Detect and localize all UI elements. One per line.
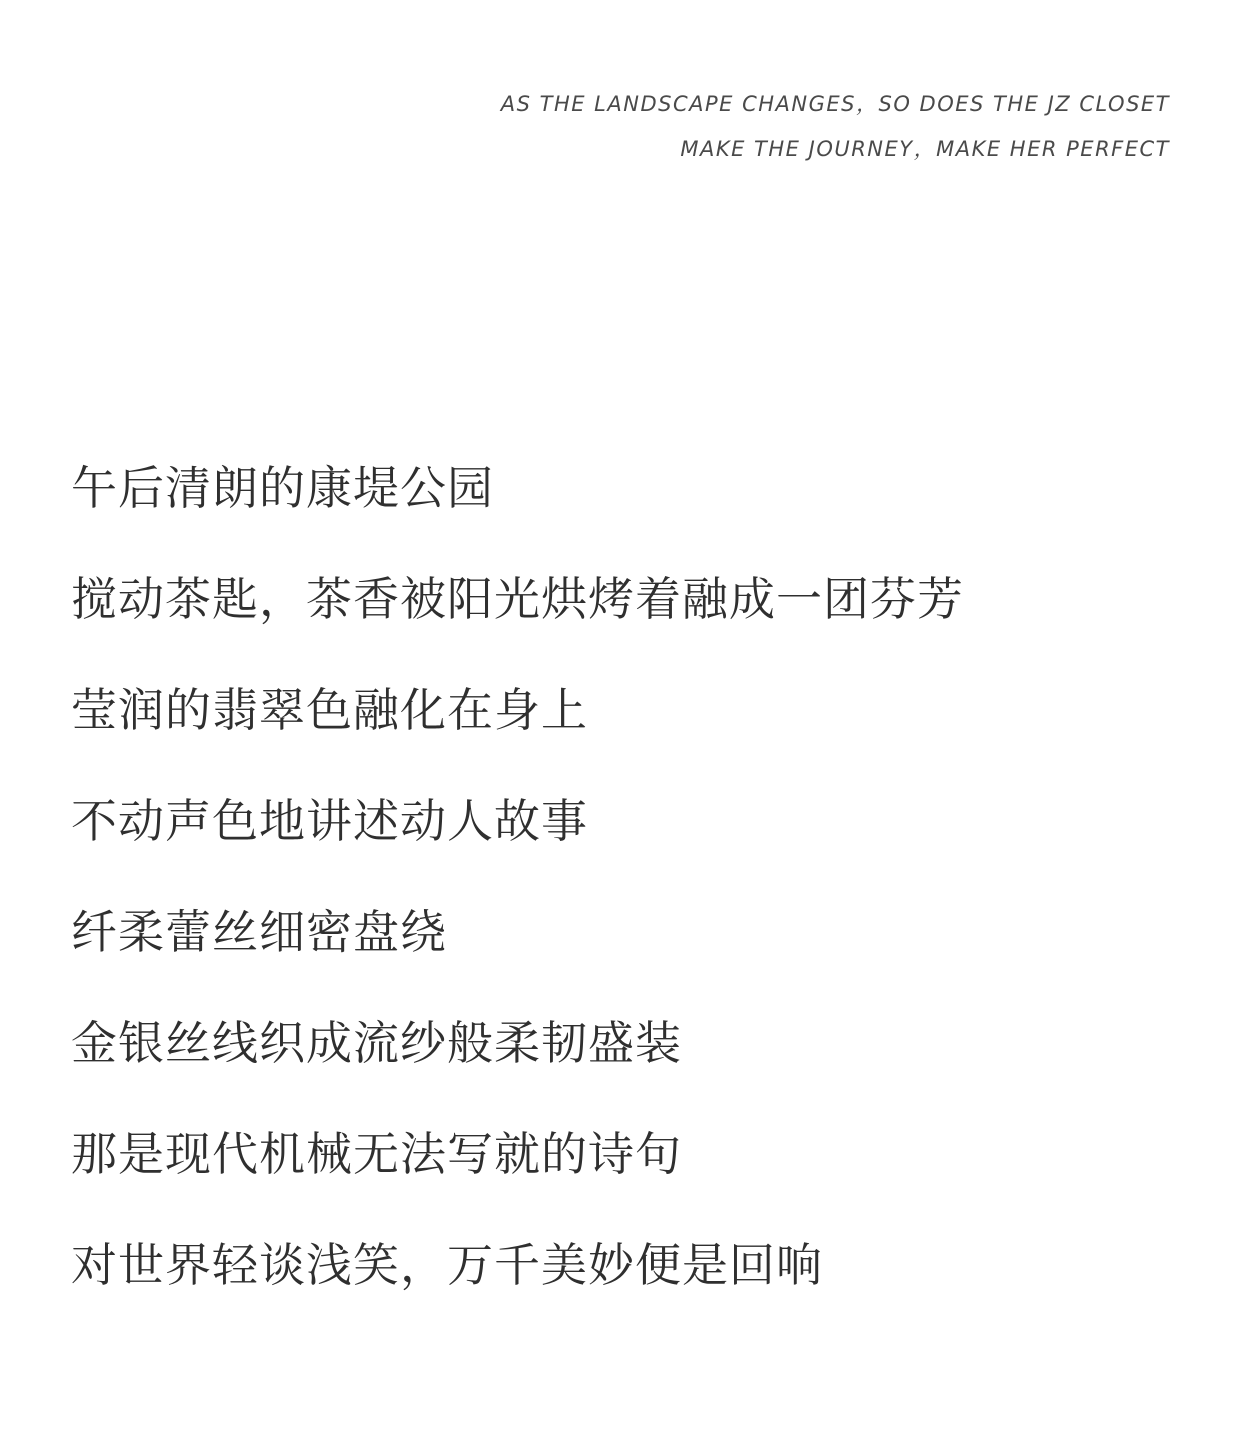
poem-line: 搅动茶匙，茶香被阳光烘烤着融成一团芬芳 (71, 572, 964, 626)
tagline-line-1: AS THE LANDSCAPE CHANGES，SO DOES THE JZ CLOSET (500, 92, 1170, 116)
english-tagline (501, 82, 1170, 172)
poem-text (71, 457, 964, 1345)
poem-line: 午后清朗的康堤公园 (71, 461, 494, 515)
poem-line: 那是现代机械无法写就的诗句 (71, 1127, 682, 1181)
tagline-line-2: MAKE THE JOURNEY，MAKE HER PERFECT (680, 137, 1170, 161)
poem-line: 不动声色地讲述动人故事 (71, 794, 588, 848)
poem-line: 金银丝线织成流纱般柔韧盛装 (71, 1016, 682, 1070)
poem-line: 莹润的翡翠色融化在身上 (71, 683, 588, 737)
poem-line: 对世界轻谈浅笑，万千美妙便是回响 (71, 1238, 823, 1292)
poem-line: 纤柔蕾丝细密盘绕 (71, 905, 447, 959)
